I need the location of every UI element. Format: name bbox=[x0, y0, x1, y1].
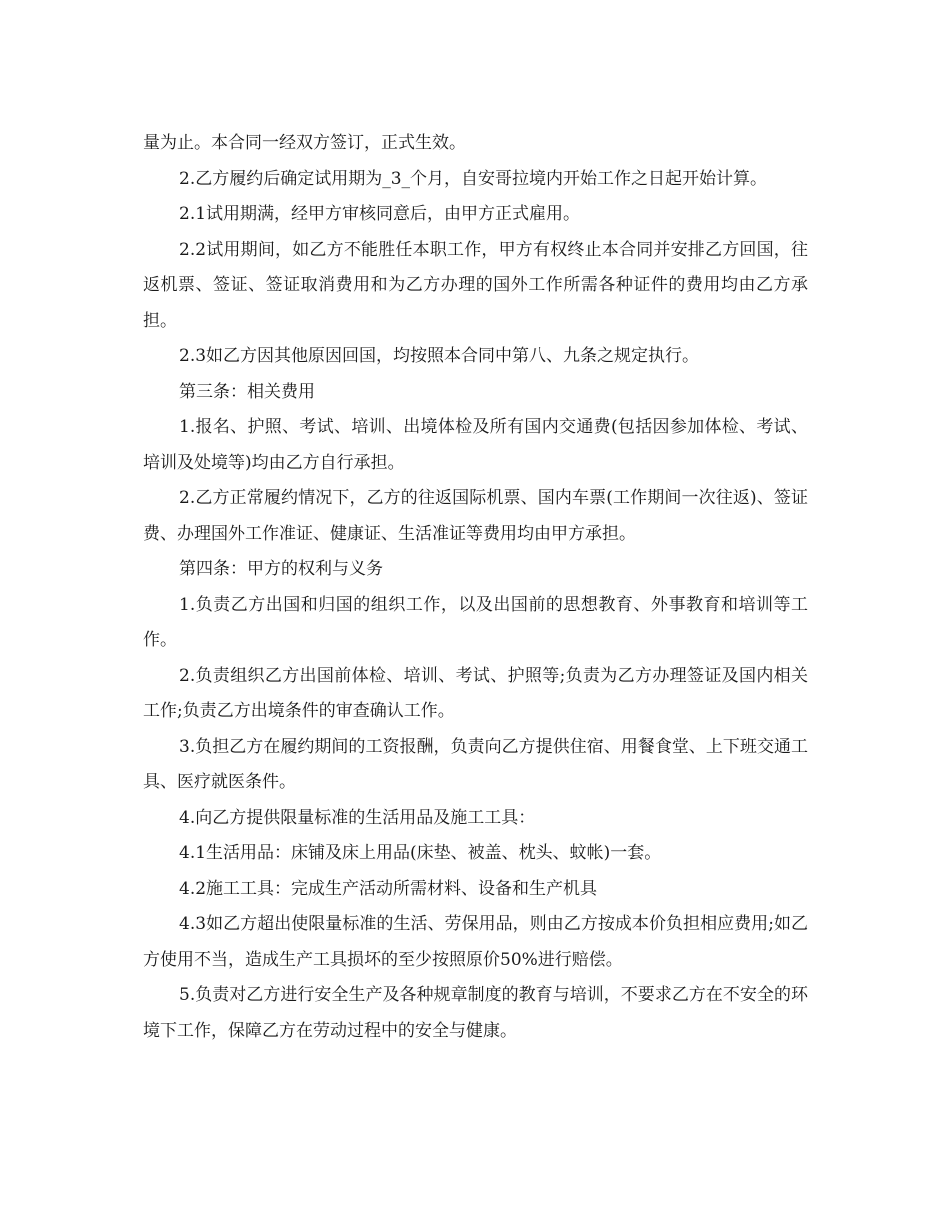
paragraph: 量为止。本合同一经双方签订，正式生效。 bbox=[143, 133, 466, 153]
paragraph: 5.负责对乙方进行安全生产及各种规章制度的教育与培训，不要求乙方在不安全的环境下工作，保障乙方在劳动过程中的安全与健康。 bbox=[143, 985, 808, 1041]
document-body bbox=[143, 126, 808, 1049]
paragraph: 2.2试用期间，如乙方不能胜任本职工作，甲方有权终止本合同并安排乙方回国，往返机票、签证、签证取消费用和为乙方办理的国外工作所需各种证件的费用均由乙方承担。 bbox=[143, 239, 808, 331]
paragraph: 4.2施工工具：完成生产活动所需材料、设备和生产机具 bbox=[179, 878, 598, 899]
paragraph: 4.3如乙方超出使限量标准的生活、劳保用品，则由乙方按成本价负担相应费用;如乙方使用不当，造成生产工具损坏的至少按照原价50%进行赔偿。 bbox=[143, 914, 808, 970]
paragraph: 4.1生活用品：床铺及床上用品(床垫、被盖、枕头、蚊帐)一套。 bbox=[179, 843, 662, 863]
paragraph: 3.负担乙方在履约期间的工资报酬，负责向乙方提供住宿、用餐食堂、上下班交通工具、医疗就医条件。 bbox=[143, 736, 808, 792]
paragraph: 2.3如乙方因其他原因回国，均按照本合同中第八、九条之规定执行。 bbox=[179, 346, 700, 366]
paragraph: 1.报名、护照、考试、培训、出境体检及所有国内交通费(包括因参加体检、考试、培训及处境等)均由乙方自行承担。 bbox=[143, 417, 808, 473]
section-heading: 第四条：甲方的权利与义务 bbox=[179, 559, 383, 579]
paragraph: 1.负责乙方出国和归国的组织工作，以及出国前的思想教育、外事教育和培训等工作。 bbox=[143, 594, 808, 650]
paragraph: 2.乙方履约后确定试用期为_3_个月，自安哥拉境内开始工作之日起开始计算。 bbox=[179, 168, 768, 189]
section-heading: 第三条：相关费用 bbox=[179, 381, 315, 402]
paragraph: 4.向乙方提供限量标准的生活用品及施工工具： bbox=[179, 807, 536, 828]
paragraph: 2.负责组织乙方出国前体检、培训、考试、护照等;负责为乙方办理签证及国内相关工作;负责乙方出境条件的审查确认工作。 bbox=[143, 665, 808, 721]
paragraph: 2.乙方正常履约情况下，乙方的往返国际机票、国内车票(工作期间一次往返)、签证费、办理国外工作准证、健康证、生活准证等费用均由甲方承担。 bbox=[143, 488, 808, 544]
paragraph: 2.1试用期满，经甲方审核同意后，由甲方正式雇用。 bbox=[179, 204, 581, 224]
